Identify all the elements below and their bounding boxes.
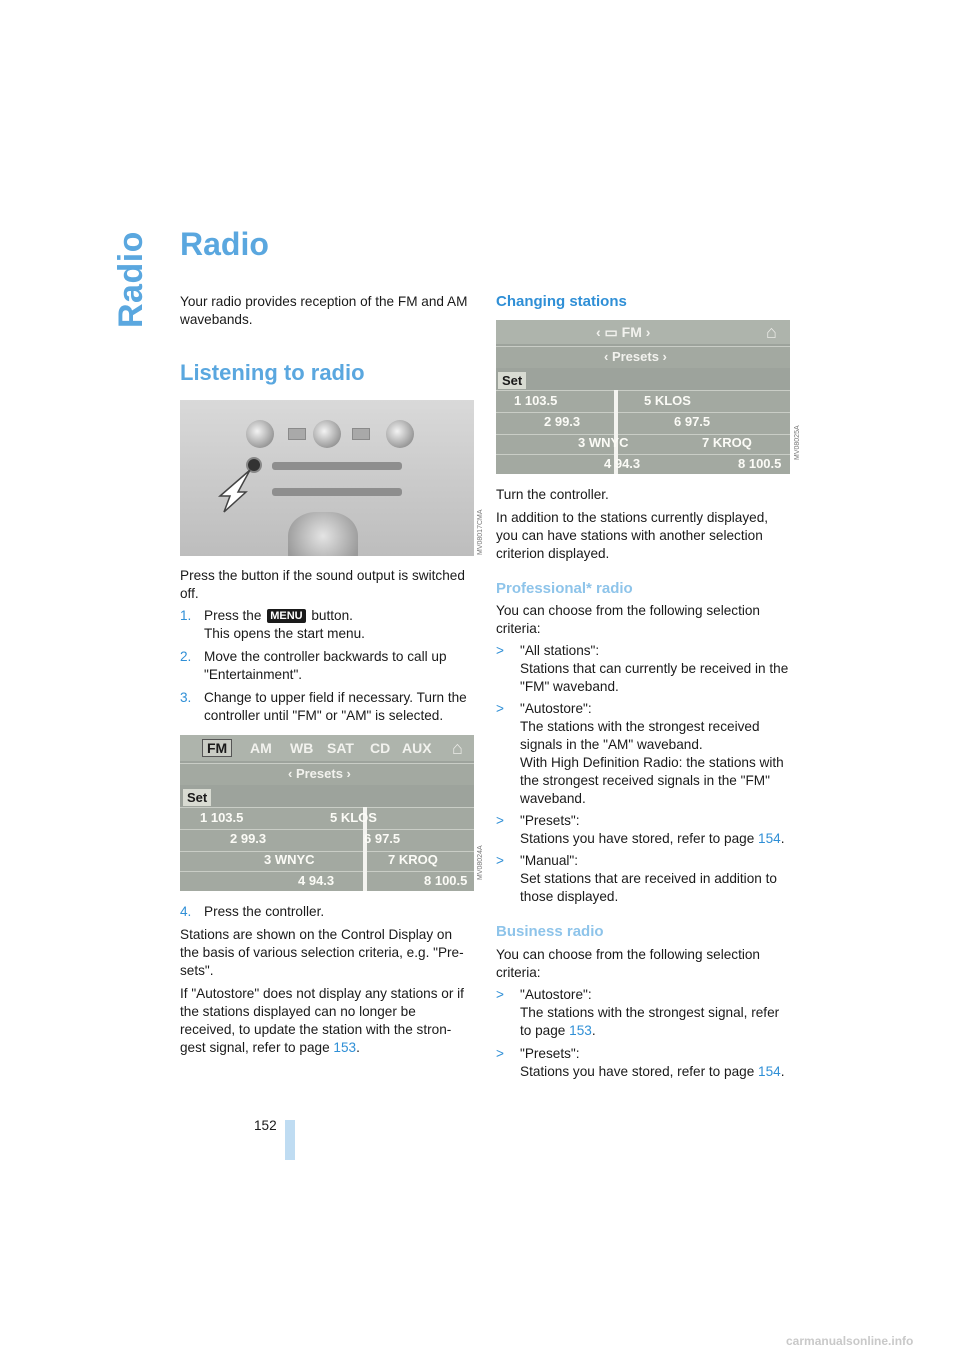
bullet-marker: > [496, 1046, 504, 1061]
bullet-marker: > [496, 643, 504, 658]
step-2 [180, 648, 474, 684]
step-text: button. [311, 608, 353, 623]
options-icon: ⌂ [766, 322, 777, 342]
cd-slot [272, 462, 402, 470]
bullet-label: "Presets": [520, 1046, 580, 1061]
station-7: 7 KROQ [702, 435, 752, 450]
bullet-marker: > [496, 853, 504, 868]
bullet-marker: > [496, 813, 504, 828]
station-7: 7 KROQ [388, 852, 438, 867]
bullet-desc: Stations you have stored, refer to page [520, 1064, 755, 1079]
station-6: 6 97.5 [674, 414, 711, 429]
professional-intro: You can choose from the following selection criteria: [496, 603, 760, 636]
step-text: This opens the start menu. [204, 626, 365, 641]
hvac-button [352, 428, 370, 440]
autostore-paragraph [180, 985, 474, 1057]
professional-heading: Professional* radio [496, 580, 633, 597]
band-label: FM [621, 324, 642, 340]
set-label: Set [498, 372, 526, 389]
section-side-tab [112, 228, 152, 328]
menu-key-icon: MENU [267, 609, 305, 623]
bullet-desc: Stations that can currently be received in the "FM" waveband. [520, 661, 789, 694]
bullet-desc: . [591, 1023, 596, 1038]
press-button-text: Press the button if the sound output is switched off. [180, 568, 465, 601]
bullet-manual [496, 852, 792, 906]
step-number: 1. [180, 608, 192, 623]
paragraph-text: If "Autostore" does not display any stations or if the stations displayed can no longer be received, to update the station with the stron-gest signal, refer to page [180, 986, 464, 1055]
step-text: Change to upper field if necessary. Turn the controller until "FM" or "AM" is selected. [204, 690, 467, 723]
side-tab-label: Radio [112, 231, 150, 328]
tab-aux: AUX [402, 740, 432, 756]
station-5: 5 KLOS [644, 393, 691, 408]
bullet-business-autostore [496, 986, 792, 1040]
step-number: 3. [180, 690, 192, 705]
figure-code: MV08017CMA [477, 509, 484, 555]
station-1: 1 103.5 [200, 810, 244, 825]
gear-shifter [288, 512, 358, 556]
bullet-label: "Autostore": [520, 701, 592, 716]
bullet-desc: Stations you have stored, refer to page [520, 831, 755, 846]
station-1: 1 103.5 [514, 393, 558, 408]
presets-label: ‹ Presets › [604, 349, 667, 364]
tab-fm: FM [202, 739, 232, 757]
business-heading: Business radio [496, 923, 604, 940]
bullet-marker: > [496, 701, 504, 716]
bullet-desc: Set stations that are received in addition to those displayed. [520, 871, 777, 904]
band-selector: ‹ ▭ FM › [596, 324, 651, 340]
page-link-153[interactable]: 153 [333, 1040, 357, 1055]
knob [246, 420, 274, 448]
station-4: 4 94.3 [604, 456, 641, 471]
cd-slot [272, 488, 402, 496]
page-link-153[interactable]: 153 [569, 1023, 592, 1038]
tab-sat: SAT [327, 740, 354, 756]
paragraph-text: . [356, 1040, 360, 1055]
controller-photo [180, 400, 474, 556]
business-intro: You can choose from the following selection criteria: [496, 947, 760, 980]
bullet-marker: > [496, 987, 504, 1002]
station-3: 3 WNYC [578, 435, 629, 450]
changing-heading: Changing stations [496, 293, 627, 310]
page-link-154[interactable]: 154 [758, 1064, 781, 1079]
footer-watermark: carmanualsonline.info [786, 1334, 914, 1348]
tab-cd: CD [370, 740, 391, 756]
step-text: Press the controller. [204, 904, 325, 919]
hvac-button [288, 428, 306, 440]
page-number: 152 [254, 1118, 277, 1133]
tab-wb: WB [290, 740, 314, 756]
control-display-screen [180, 735, 474, 891]
presets-label: ‹ Presets › [288, 766, 351, 781]
station-3: 3 WNYC [264, 852, 315, 867]
pointer-arrow-icon [210, 466, 256, 516]
bullet-all-stations [496, 642, 792, 696]
bullet-presets [496, 812, 792, 848]
bullet-desc: The stations with the strongest signal, refer to page [520, 1005, 780, 1038]
station-2: 2 99.3 [544, 414, 581, 429]
bullet-desc: . [780, 831, 785, 846]
bullet-desc: . [780, 1064, 785, 1079]
stations-paragraph: Stations are shown on the Control Display on the basis of various selection criteria, e.g. "Pre-sets". [180, 927, 464, 978]
page-link-154[interactable]: 154 [758, 831, 781, 846]
step-1 [180, 607, 474, 643]
knob [313, 420, 341, 448]
turn-controller-text: Turn the controller. [496, 487, 609, 502]
step-number: 2. [180, 649, 192, 664]
page-marker-bar [285, 1120, 295, 1160]
tab-am: AM [250, 740, 272, 756]
station-5: 5 KLOS [330, 810, 377, 825]
bullet-desc: With High Definition Radio: the stations with the strongest received signals in the "FM" waveband. [520, 755, 784, 806]
bullet-business-presets [496, 1045, 792, 1081]
step-3 [180, 689, 474, 725]
step-text: Move the controller backwards to call up "Entertainment". [204, 649, 447, 682]
bullet-label: "Manual": [520, 853, 579, 868]
step-4 [180, 903, 474, 921]
listening-heading: Listening to radio [180, 360, 365, 385]
bullet-label: "Presets": [520, 813, 580, 828]
figure-code: MV08025A [794, 425, 801, 460]
bullet-autostore [496, 700, 792, 808]
changing-station-screen [496, 320, 790, 474]
set-label: Set [183, 789, 211, 806]
station-2: 2 99.3 [230, 831, 267, 846]
options-icon: ⌂ [452, 738, 463, 758]
intro-text: Your radio provides reception of the FM and AM wavebands. [180, 294, 468, 327]
step-text: Press the [204, 608, 262, 623]
step-number: 4. [180, 904, 192, 919]
figure-code: MV08024A [477, 845, 484, 880]
station-4: 4 94.3 [298, 873, 335, 888]
addition-text: In addition to the stations currently displayed, you can have stations with another selection criterion displayed. [496, 510, 769, 561]
knob [386, 420, 414, 448]
bullet-desc: The stations with the strongest received signals in the "AM" waveband. [520, 719, 760, 752]
bullet-label: "Autostore": [520, 987, 592, 1002]
page-title: Radio [180, 226, 269, 262]
station-8: 8 100.5 [424, 873, 468, 888]
station-8: 8 100.5 [738, 456, 782, 471]
bullet-label: "All stations": [520, 643, 600, 658]
station-6: 6 97.5 [364, 831, 401, 846]
